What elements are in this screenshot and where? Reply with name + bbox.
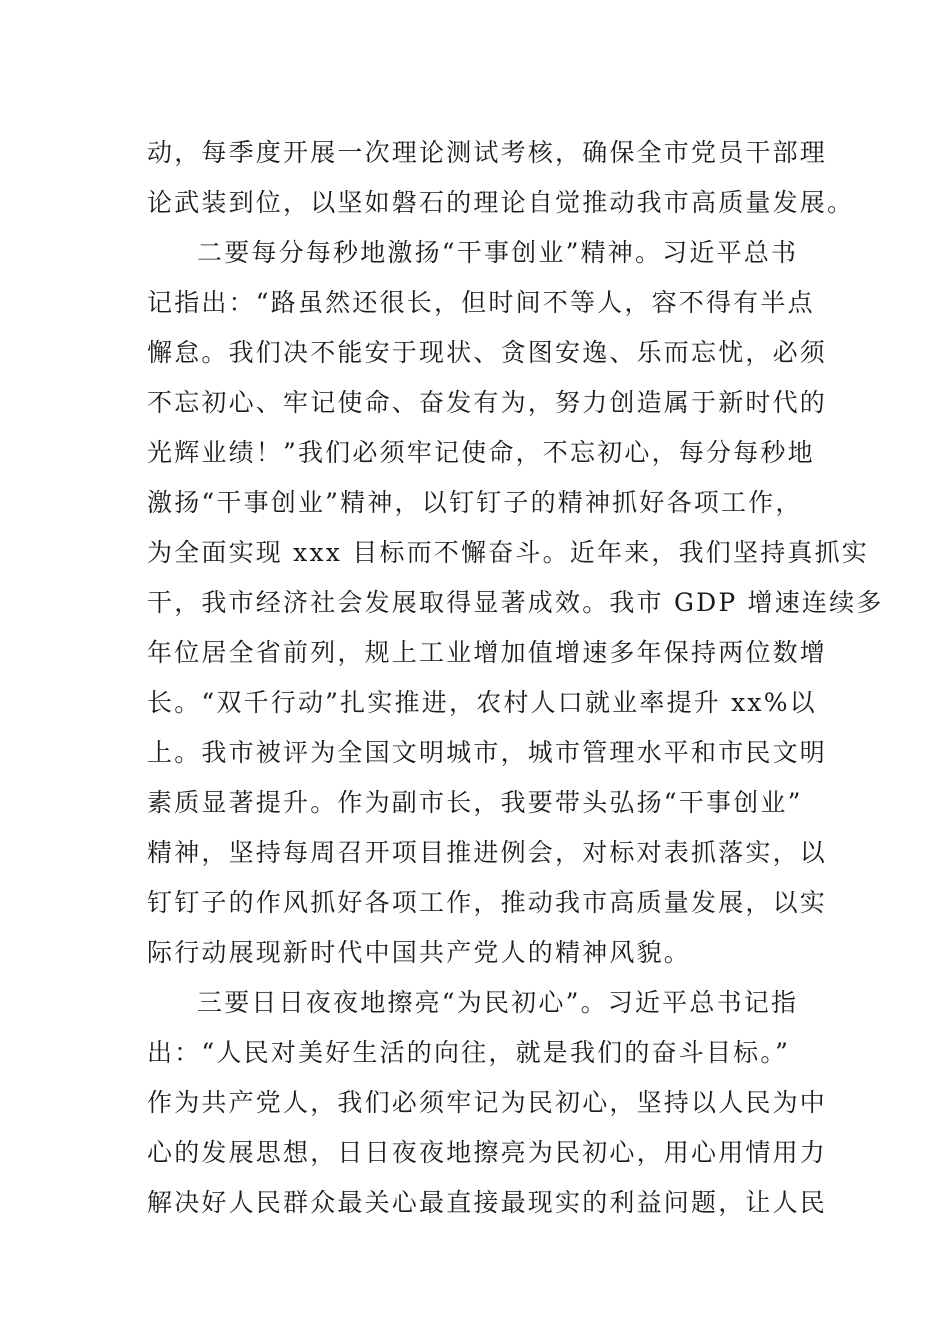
text-line: 年位居全省前列，规上工业增加值增速多年保持两位数增: [147, 638, 828, 667]
text-line: 论武装到位，以坚如磐石的理论自觉推动我市高质量发展。: [147, 188, 855, 217]
text-line: 懈怠。我们决不能安于现状、贪图安逸、乐而忘忧，必须: [147, 338, 828, 367]
text-line: 精神，坚持每周召开项目推进例会，对标对表抓落实，以: [147, 838, 828, 867]
text-line: 心的发展思想，日日夜夜地擦亮为民初心，用心用情用力: [147, 1138, 828, 1167]
text-line: 光辉业绩！”我们必须牢记使命，不忘初心，每分每秒地: [147, 438, 815, 467]
paragraph-start-line: 二要每分每秒地激扬“干事创业”精神。习近平总书: [197, 238, 799, 267]
paragraph-start-line: 三要日日夜夜地擦亮“为民初心”。习近平总书记指: [197, 988, 799, 1017]
text-line: 长。“双千行动”扎实推进，农村人口就业率提升 xx%以: [147, 688, 817, 717]
text-line: 激扬“干事创业”精神，以钉钉子的精神抓好各项工作，: [147, 488, 803, 517]
text-line: 干，我市经济社会发展取得显著成效。我市 GDP 增速连续多: [147, 588, 884, 617]
text-line: 为全面实现 xxx 目标而不懈奋斗。近年来，我们坚持真抓实: [147, 538, 869, 567]
text-line: 素质显著提升。作为副市长，我要带头弘扬“干事创业”: [147, 788, 803, 817]
text-line: 际行动展现新时代中国共产党人的精神风貌。: [147, 938, 692, 967]
text-line: 不忘初心、牢记使命、奋发有为，努力创造属于新时代的: [147, 388, 828, 417]
text-line: 钉钉子的作风抓好各项工作，推动我市高质量发展，以实: [147, 888, 828, 917]
text-line: 作为共产党人，我们必须牢记为民初心，坚持以人民为中: [147, 1088, 828, 1117]
text-line: 动，每季度开展一次理论测试考核，确保全市党员干部理: [147, 138, 828, 167]
text-line: 上。我市被评为全国文明城市，城市管理水平和市民文明: [147, 738, 828, 767]
text-line: 出：“人民对美好生活的向往，就是我们的奋斗目标。”: [147, 1038, 791, 1067]
text-line: 记指出：“路虽然还很长，但时间不等人，容不得有半点: [147, 288, 815, 317]
text-line: 解决好人民群众最关心最直接最现实的利益问题，让人民: [147, 1188, 828, 1217]
